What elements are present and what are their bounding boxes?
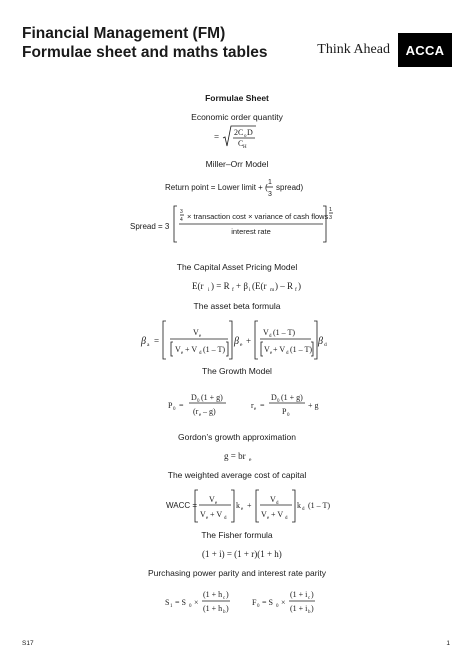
section-wacc: The weighted average cost of capital	[167, 470, 307, 480]
svg-text:0: 0	[197, 399, 200, 404]
page-number: 1	[446, 640, 450, 647]
svg-text:×: ×	[194, 598, 199, 607]
svg-text:+ V: + V	[273, 345, 286, 354]
svg-text:β: β	[234, 336, 239, 347]
svg-text:=: =	[260, 401, 265, 410]
section-miller-orr: Miller–Orr Model	[205, 159, 269, 169]
svg-text:): )	[311, 590, 314, 599]
svg-text:3: 3	[329, 215, 333, 221]
eoq-formula	[200, 124, 270, 152]
svg-text:P: P	[168, 401, 173, 410]
svg-text:=: =	[154, 336, 160, 346]
svg-text:V: V	[200, 510, 206, 519]
svg-text:r: r	[251, 401, 254, 410]
svg-text:V: V	[263, 328, 269, 337]
svg-text:+: +	[247, 501, 252, 510]
svg-text:) = R: ) = R	[211, 281, 230, 291]
svg-text:e: e	[241, 507, 244, 512]
svg-text:e: e	[249, 457, 252, 463]
svg-text:– g): – g)	[203, 407, 216, 416]
svg-text:d: d	[324, 342, 327, 348]
svg-text:0: 0	[173, 407, 176, 412]
svg-text:C: C	[238, 139, 244, 148]
svg-text:(1 + h: (1 + h	[203, 590, 223, 599]
svg-text:(1 – T): (1 – T)	[273, 328, 296, 337]
ppp-irp-formulas	[165, 587, 315, 617]
logo-text: ACCA	[405, 42, 445, 58]
svg-text:): )	[226, 590, 229, 599]
wacc-formula	[166, 488, 331, 524]
svg-text:+ V: + V	[185, 345, 198, 354]
svg-text:+ β: + β	[236, 281, 248, 291]
svg-text:c: c	[308, 596, 311, 601]
svg-text:(1 + g): (1 + g)	[201, 393, 223, 402]
svg-text:): )	[298, 281, 301, 291]
svg-text:e: e	[199, 334, 202, 339]
svg-text:0: 0	[257, 604, 260, 609]
svg-text:e: e	[206, 516, 209, 521]
svg-text:=: =	[179, 401, 184, 410]
svg-text:c: c	[223, 596, 226, 601]
section-fisher: The Fisher formula	[201, 530, 273, 540]
svg-text:(r: (r	[193, 407, 199, 416]
svg-text:P: P	[282, 407, 287, 416]
svg-text:3: 3	[180, 209, 183, 215]
svg-text:d: d	[276, 501, 279, 506]
asset-beta-formula	[140, 318, 330, 362]
title-line-1: Financial Management (FM)	[22, 25, 226, 42]
svg-text:×: ×	[281, 598, 286, 607]
svg-text:(1 + h: (1 + h	[203, 604, 223, 613]
svg-text:+ V: + V	[271, 510, 284, 519]
svg-text:+ g: + g	[308, 401, 319, 410]
svg-text:0: 0	[277, 399, 280, 404]
svg-text:1: 1	[170, 604, 173, 609]
svg-text:Spread = 3: Spread = 3	[130, 222, 170, 231]
svg-text:H: H	[243, 145, 247, 150]
svg-text:3: 3	[268, 191, 272, 198]
svg-text:F: F	[252, 598, 257, 607]
capm-formula	[190, 274, 301, 296]
svg-text:spread): spread)	[276, 183, 304, 192]
fisher-formula	[202, 544, 282, 562]
svg-text:interest rate: interest rate	[231, 227, 271, 236]
svg-text:k: k	[297, 501, 301, 510]
svg-text:V: V	[209, 495, 215, 504]
svg-text:): )	[311, 604, 314, 613]
section-asset-beta: The asset beta formula	[193, 301, 281, 311]
svg-text:D: D	[271, 393, 277, 402]
sheet-title: Formulae Sheet	[205, 93, 269, 103]
svg-text:0: 0	[276, 604, 279, 609]
svg-text:e: e	[199, 413, 202, 418]
svg-text:= S: = S	[262, 598, 273, 607]
svg-text:Return point = Lower limit + (: Return point = Lower limit + (	[165, 183, 268, 192]
svg-text:S: S	[165, 598, 170, 607]
svg-text:i: i	[249, 287, 251, 293]
svg-text:) – R: ) – R	[275, 281, 293, 291]
svg-text:e: e	[254, 407, 257, 412]
svg-text:× transaction cost × variance: × transaction cost × variance of cash flows	[187, 212, 329, 221]
acca-logo	[398, 33, 452, 67]
growth-formulas	[165, 388, 319, 418]
svg-text:4: 4	[180, 217, 183, 223]
section-growth: The Growth Model	[202, 366, 272, 376]
section-ppp: Purchasing power parity and interest rate parity	[147, 568, 327, 578]
spread-formula	[130, 202, 355, 246]
svg-text:V: V	[270, 495, 276, 504]
svg-text:V: V	[193, 328, 199, 337]
title-line-2: Formulae sheet and maths tables	[22, 44, 268, 61]
return-point-formula	[165, 175, 325, 203]
svg-text:e: e	[267, 516, 270, 521]
svg-text:b: b	[308, 610, 311, 615]
svg-text:d: d	[224, 516, 227, 521]
svg-text:(1 – T): (1 – T)	[290, 345, 313, 354]
svg-text:(1 + g): (1 + g)	[281, 393, 303, 402]
svg-text:d: d	[286, 351, 289, 356]
svg-text:D: D	[191, 393, 197, 402]
svg-text:1: 1	[268, 179, 272, 186]
svg-text:o: o	[244, 134, 247, 139]
svg-text:d: d	[285, 516, 288, 521]
svg-text:f: f	[232, 287, 234, 293]
svg-text:2C: 2C	[234, 128, 244, 137]
footer-code: S17	[22, 640, 34, 647]
svg-text:(1 – T): (1 – T)	[308, 501, 331, 510]
svg-text:e: e	[181, 351, 184, 356]
tagline: Think Ahead	[317, 42, 390, 57]
svg-text:(E(r: (E(r	[252, 281, 267, 291]
section-eoq: Economic order quantity	[191, 112, 283, 122]
svg-text:d: d	[269, 334, 272, 339]
svg-text:d: d	[302, 507, 305, 512]
svg-text:g = br: g = br	[224, 451, 246, 461]
acca-brand	[317, 33, 452, 67]
svg-text:(1 – T): (1 – T)	[203, 345, 226, 354]
section-gordon: Gordon’s growth approximation	[178, 432, 296, 442]
svg-text:e: e	[215, 501, 218, 506]
svg-text:k: k	[236, 501, 240, 510]
svg-text:β: β	[141, 336, 146, 347]
svg-text:= S: = S	[175, 598, 186, 607]
svg-text:V: V	[175, 345, 181, 354]
svg-text:i: i	[208, 287, 210, 293]
svg-text:e: e	[240, 342, 243, 348]
svg-text:V: V	[261, 510, 267, 519]
svg-text:WACC =: WACC =	[166, 501, 198, 510]
gordon-formula	[224, 446, 264, 464]
svg-text:β: β	[318, 336, 323, 347]
svg-text:0: 0	[287, 413, 290, 418]
svg-text:): )	[226, 604, 229, 613]
svg-text:f: f	[295, 287, 297, 293]
svg-text:(1 + i: (1 + i	[290, 590, 308, 599]
svg-text:d: d	[199, 351, 202, 356]
svg-text:(1 + i: (1 + i	[290, 604, 308, 613]
svg-text:D: D	[247, 128, 253, 137]
svg-text:(1 + i) = (1 + r)(1 + h): (1 + i) = (1 + r)(1 + h)	[202, 549, 282, 559]
svg-text:1: 1	[329, 207, 333, 213]
svg-text:+ V: + V	[210, 510, 223, 519]
svg-text:E(r: E(r	[192, 281, 204, 291]
svg-text:=: =	[214, 132, 220, 142]
svg-text:a: a	[147, 342, 150, 348]
section-capm: The Capital Asset Pricing Model	[176, 262, 298, 272]
document-title	[22, 24, 268, 62]
svg-text:e: e	[270, 351, 273, 356]
svg-text:+: +	[246, 336, 252, 346]
svg-text:0: 0	[189, 604, 192, 609]
svg-text:b: b	[223, 610, 226, 615]
svg-text:m: m	[270, 287, 275, 293]
svg-text:V: V	[264, 345, 270, 354]
